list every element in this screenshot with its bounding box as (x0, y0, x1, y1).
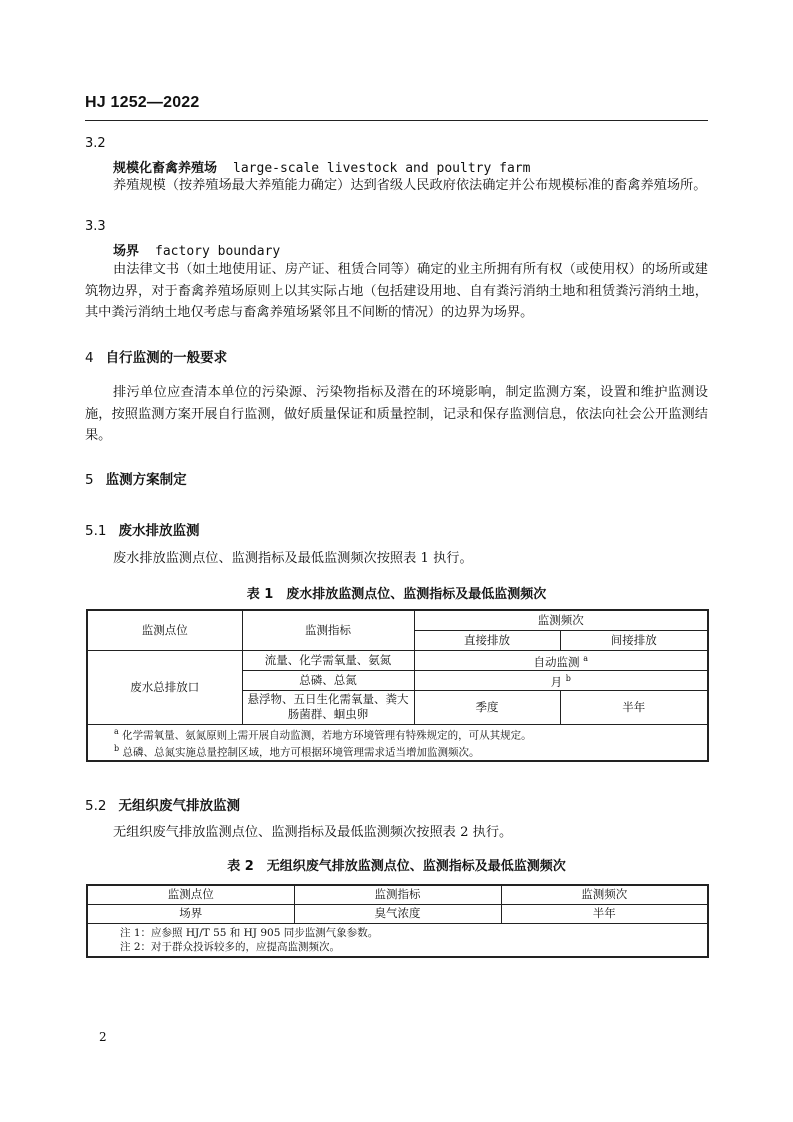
note-text: 化学需氧量、氨氮原则上需开展自动监测，若地方环境管理有特殊规定的，可从其规定。 (122, 729, 532, 741)
header-point: 监测点位 (87, 885, 294, 904)
footnote-mark: b (565, 673, 571, 683)
section-title: 自行监测的一般要求 (105, 350, 228, 366)
section-4-heading (85, 346, 227, 366)
cell-indicator-3: 悬浮物、五日生化需氧量、粪大肠菌群、蛔虫卵 (242, 690, 414, 724)
section-number: 5 (85, 472, 94, 488)
header-frequency: 监测频次 (501, 885, 708, 904)
cell-indicator-1: 流量、化学需氧量、氨氮 (242, 650, 414, 670)
freq-text: 自动监测 (533, 654, 580, 669)
table-2 (86, 884, 709, 958)
section-5-2-heading (85, 794, 240, 814)
section-title: 无组织废气排放监测 (118, 798, 240, 814)
clause-3-3-number: 3.3 (85, 219, 106, 234)
section-title: 废水排放监测 (118, 523, 200, 539)
cell-frequency: 半年 (501, 904, 708, 923)
clause-3-3-term (113, 240, 280, 259)
cell-direct-3: 季度 (414, 690, 560, 724)
header-indirect: 间接排放 (560, 630, 708, 650)
clause-3-2-definition: 养殖规模（按养殖场最大养殖能力确定）达到省级人民政府依法确定并公布规模标准的畜禽养殖场所。 (113, 178, 707, 193)
footnote-mark: a (583, 653, 588, 663)
term-en: factory boundary (155, 244, 281, 259)
term-en: large-scale livestock and poultry farm (233, 161, 531, 176)
section-5-heading (85, 468, 187, 488)
clause-3-2-number: 3.2 (85, 136, 106, 151)
table-2-notes (87, 923, 708, 957)
section-title: 监测方案制定 (105, 472, 187, 488)
header-direct: 直接排放 (414, 630, 560, 650)
section-number: 5.1 (85, 523, 107, 539)
section-5-2-body: 无组织废气排放监测点位、监测指标及最低监测频次按照表 2 执行。 (113, 825, 513, 840)
cell-frequency-1 (414, 650, 708, 670)
table-2-caption: 表 2 无组织废气排放监测点位、监测指标及最低监测频次 (227, 859, 566, 874)
section-4-body: 排污单位应查清本单位的污染源、污染物指标及潜在的环境影响，制定监测方案，设置和维护监测设施，按照监测方案开展自行监测，做好质量保证和质量控制，记录和保存监测信息，依法向社会公开监测结果。 (85, 385, 708, 443)
note-1: 注 1：应参照 HJ/T 55 和 HJ 905 同步监测气象参数。 (120, 926, 379, 939)
standard-number: HJ 1252—2022 (85, 94, 200, 111)
note-text: 总磷、总氮实施总量控制区域，地方可根据环境管理需求适当增加监测频次。 (122, 746, 480, 759)
section-number: 4 (85, 350, 94, 366)
page-number: 2 (99, 1030, 107, 1044)
term-cn: 场界 (113, 244, 140, 259)
header-indicator: 监测指标 (242, 610, 414, 650)
note-a (114, 725, 703, 743)
header-frequency: 监测频次 (414, 610, 708, 630)
cell-point: 场界 (87, 904, 294, 923)
cell-indicator-2: 总磷、总氮 (242, 670, 414, 690)
clause-3-3-definition: 由法律文书（如土地使用证、房产证、租赁合同等）确定的业主所拥有所有权（或使用权）的场所或建筑物边界，对于畜禽养殖场原则上以其实际占地（包括建设用地、自有粪污消纳土地和租赁粪污消纳土地，其中粪污消纳土地仅考虑与畜禽养殖场紧邻且不间断的情况）的边界为场界。 (85, 262, 708, 320)
clause-3-2-term (113, 157, 530, 176)
cell-frequency-2 (414, 670, 708, 690)
section-5-1-body: 废水排放监测点位、监测指标及最低监测频次按照表 1 执行。 (113, 551, 473, 566)
table-1-caption: 表 1 废水排放监测点位、监测指标及最低监测频次 (246, 587, 547, 602)
cell-point: 废水总排放口 (87, 650, 242, 724)
freq-text: 月 (550, 674, 563, 689)
cell-indicator: 臭气浓度 (294, 904, 501, 923)
table-1 (86, 609, 709, 762)
section-5-1-heading (85, 519, 199, 539)
note-2: 注 2：对于群众投诉较多的，应提高监测频次。 (120, 940, 341, 953)
table-1-notes (87, 724, 708, 761)
footnote-mark: b (114, 744, 120, 753)
header-indicator: 监测指标 (294, 885, 501, 904)
note-b (114, 742, 703, 760)
term-cn: 规模化畜禽养殖场 (113, 161, 218, 176)
footnote-mark: a (114, 726, 119, 736)
header-rule (85, 120, 708, 121)
section-number: 5.2 (85, 798, 107, 814)
header-point: 监测点位 (87, 610, 242, 650)
cell-indirect-3: 半年 (560, 690, 708, 724)
